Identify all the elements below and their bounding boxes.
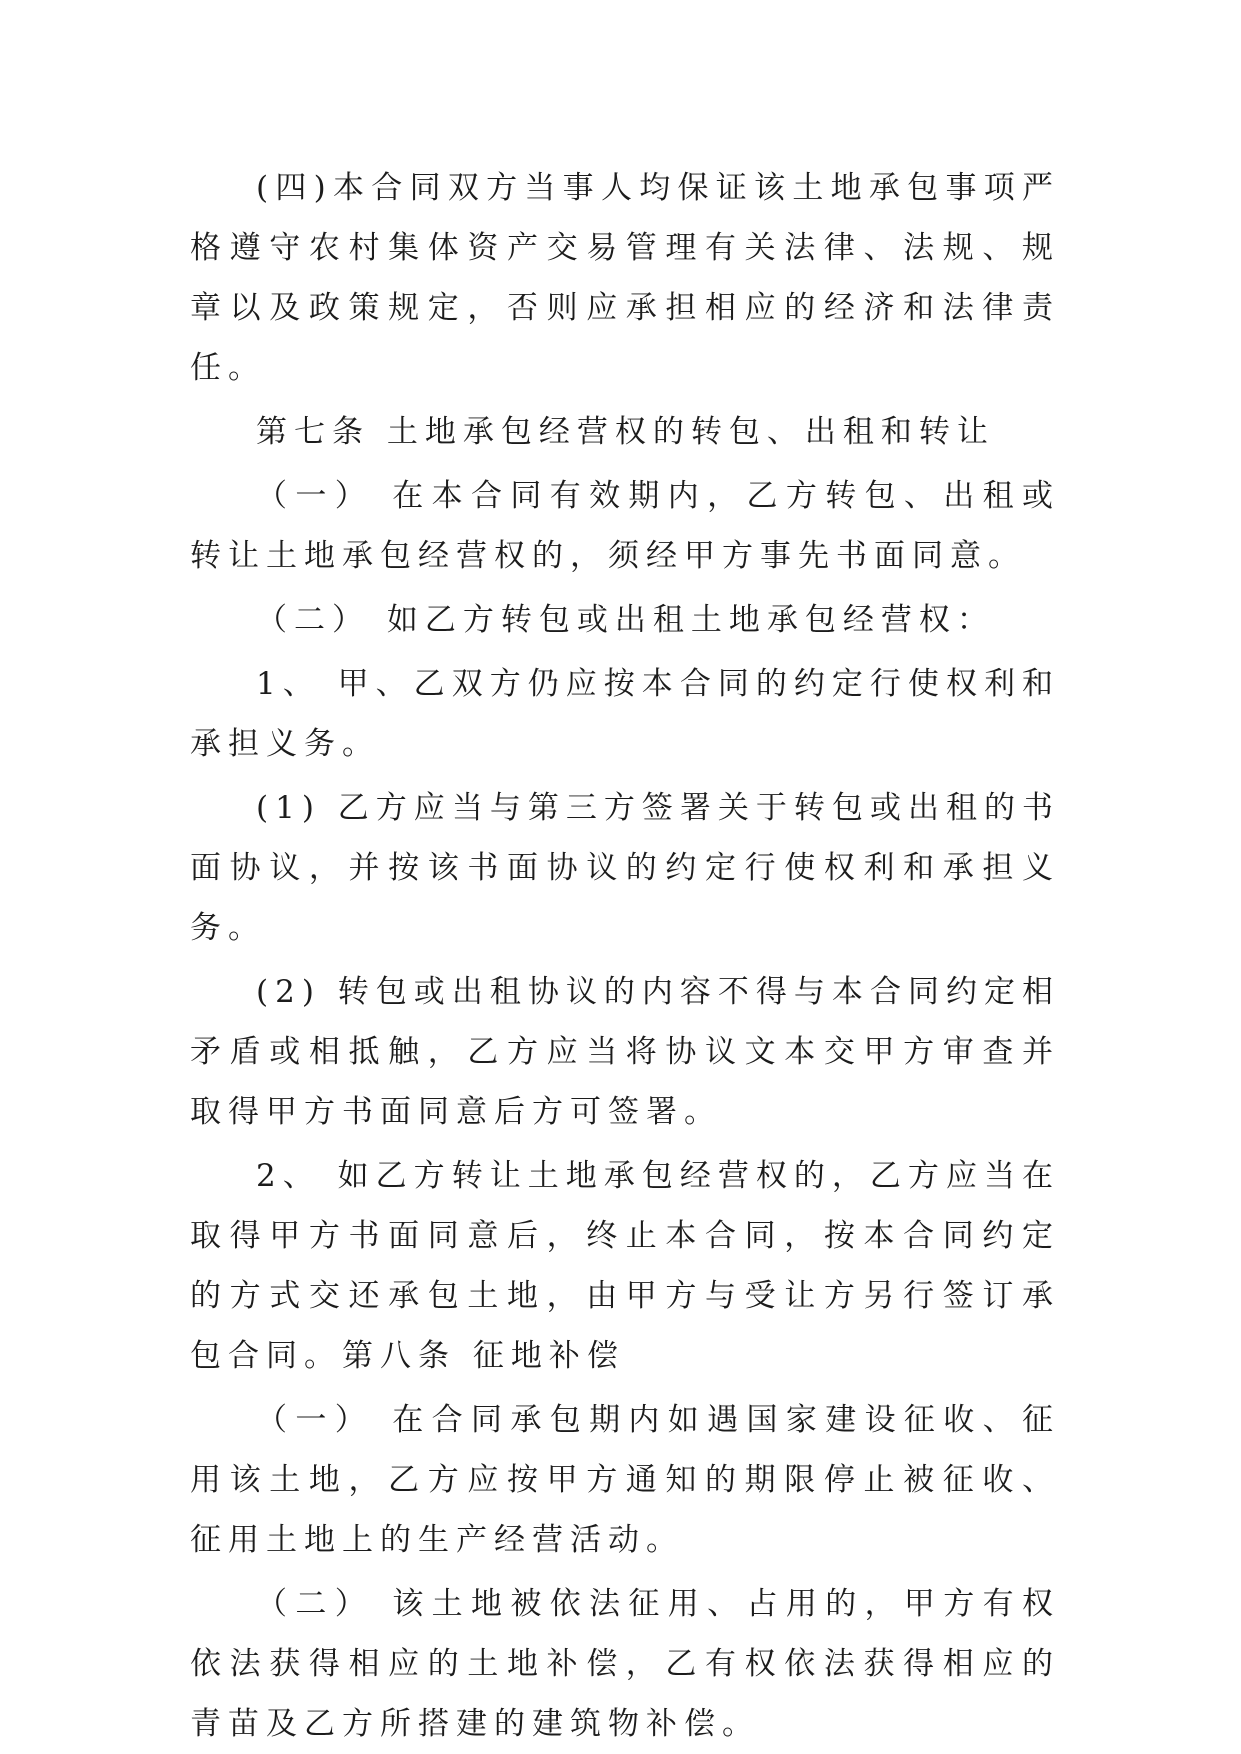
paragraph-7-2-item-1: 1、 甲、乙双方仍应按本合同的约定行使权利和承担义务。 — [190, 666, 1060, 762]
paragraph-7-2-item-1-1: (1) 乙方应当与第三方签署关于转包或出租的书面协议，并按该书面协议的约定行使权利和承担义务。 — [190, 790, 1060, 946]
paragraph-7-2-item-1-2: (2) 转包或出租协议的内容不得与本合同约定相矛盾或相抵触，乙方应当将协议文本交甲方审查并取得甲方书面同意后方可签署。 — [190, 974, 1060, 1130]
paragraph-8-2: （二） 该土地被依法征用、占用的，甲方有权依法获得相应的土地补偿，乙有权依法获得相应的青苗及乙方所搭建的建筑物补偿。 — [190, 1586, 1060, 1742]
document-body — [190, 158, 1060, 1754]
paragraph-8-1: （一） 在合同承包期内如遇国家建设征收、征用该土地，乙方应按甲方通知的期限停止被征收、征用土地上的生产经营活动。 — [190, 1402, 1060, 1558]
paragraph-7-1: （一） 在本合同有效期内，乙方转包、出租或转让土地承包经营权的，须经甲方事先书面同意。 — [190, 478, 1060, 574]
article-7-heading: 第七条 土地承包经营权的转包、出租和转让 — [256, 414, 995, 450]
paragraph-compliance: (四)本合同双方当事人均保证该土地承包事项严格遵守农村集体资产交易管理有关法律、法规、规章以及政策规定，否则应承担相应的经济和法律责任。 — [190, 170, 1060, 386]
paragraph-7-2-item-2: 2、 如乙方转让土地承包经营权的，乙方应当在取得甲方书面同意后，终止本合同，按本合同约定的方式交还承包土地，由甲方与受让方另行签订承包合同。第八条 征地补偿 — [190, 1158, 1060, 1374]
paragraph-7-2: （二） 如乙方转包或出租土地承包经营权： — [256, 602, 995, 638]
